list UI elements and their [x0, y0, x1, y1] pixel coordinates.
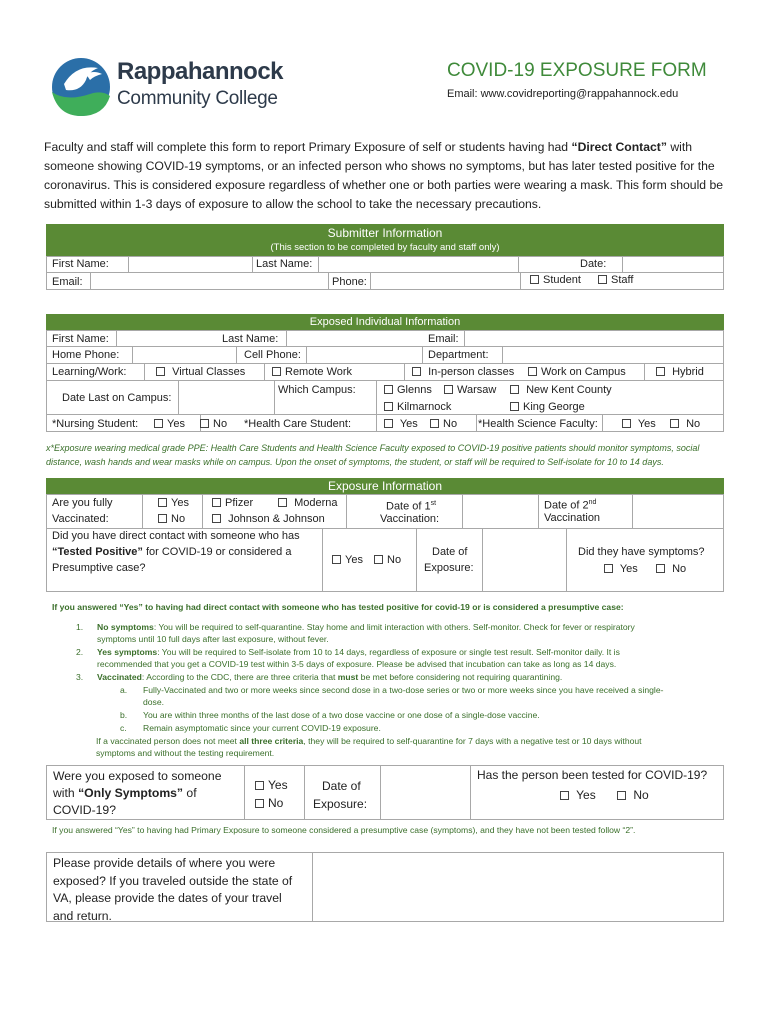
checkbox-icon [670, 419, 679, 428]
checkbox-icon [154, 419, 163, 428]
exposed-first-input[interactable] [118, 331, 218, 345]
which-campus-label: Which Campus: [278, 384, 356, 396]
first-dose-label-2: Vaccination: [380, 513, 440, 525]
health-science-no-checkbox[interactable]: No [670, 418, 700, 431]
health-care-student-label: *Health Care Student: [244, 418, 352, 430]
only-exposure-date-label-1: Date of [322, 779, 361, 793]
exposed-last-input[interactable] [288, 331, 424, 345]
exposure-table [46, 494, 724, 592]
learning-work-label: Learning/Work: [52, 366, 127, 378]
checkbox-icon [656, 564, 665, 573]
checkbox-icon [374, 555, 383, 564]
submitter-last-label: Last Name: [256, 258, 313, 270]
rule-2: 2. Yes symptoms: You will be required to Self-isolate from 10 to 14 days, regardless of exposure or single test result. Self-monitor daily. It is recommended that you get a COVID-19 test within 3-5 days of exposure. Please be advised that incubation can take as long as 14 days. [76, 647, 620, 670]
submitter-student-checkbox[interactable]: Student [530, 274, 581, 287]
checkbox-icon [530, 275, 539, 284]
symptoms-question: Did they have symptoms? [578, 546, 705, 558]
checkbox-icon [156, 367, 165, 376]
exposed-cell-label: Cell Phone: [244, 349, 301, 361]
exposed-first-label: First Name: [52, 333, 109, 345]
only-symptoms-line1: Were you exposed to someone [53, 769, 222, 783]
nursing-student-label: *Nursing Student: [52, 418, 139, 430]
fully-vaccinated-label-2: Vaccinated: [52, 513, 109, 525]
direct-contact-line3: Presumptive case? [52, 562, 146, 574]
health-science-faculty-label: *Health Science Faculty: [478, 418, 598, 430]
tested-question: Has the person been tested for COVID-19? [477, 768, 708, 782]
first-dose-label: Date of 1st [386, 500, 437, 513]
checkbox-icon [560, 791, 569, 800]
checkbox-icon [158, 514, 167, 523]
rule-1: 1. No symptoms: You will be required to self-quarantine. Stay home and limit interaction with others. Self-monitor. Check for fever or respiratory symptoms until 10 full days after last exposure, without fever. [76, 622, 635, 645]
campus-warsaw-checkbox[interactable]: Warsaw [444, 384, 496, 397]
rule-3: 3. Vaccinated: According to the CDC, there are three criteria that must be met before considering not requiring quarantining. [76, 672, 563, 682]
details-input[interactable] [314, 853, 722, 921]
exposed-home-input[interactable] [134, 347, 234, 362]
checkbox-icon [656, 367, 665, 376]
checkbox-icon [212, 514, 221, 523]
only-exposure-date-label-2: Exposure: [313, 797, 368, 811]
exposure-section-header: Exposure Information [46, 478, 724, 494]
vaccinated-yes-checkbox[interactable]: Yes [158, 497, 189, 510]
answered-yes-note: If you answered “Yes” to having had direct contact with someone who has tested positive for covid-19 or is considered a presumptive case: [52, 602, 624, 612]
campus-glenns-checkbox[interactable]: Glenns [384, 384, 432, 397]
direct-contact-line1: Did you have direct contact with someone who has [52, 530, 300, 542]
tested-yes-checkbox[interactable]: Yes [560, 789, 596, 802]
moderna-checkbox[interactable]: Moderna [278, 497, 337, 510]
college-name-line1: Rappahannock [117, 58, 284, 85]
date-last-campus-input[interactable] [180, 381, 272, 413]
second-dose-label-2: Vaccination [544, 512, 601, 524]
only-symptoms-yes-checkbox[interactable]: Yes [255, 779, 288, 792]
exposed-email-label: Email: [428, 333, 459, 345]
only-symptoms-line3: COVID-19? [53, 803, 116, 817]
campus-new-kent-checkbox[interactable]: New Kent County [510, 384, 612, 397]
ppe-note-line2: distance, wash hands and wear masks while on campus. Upon the onset of symptoms, the student, or staff will be required to Self-isolate for 10 to 14 days. [46, 457, 664, 467]
checkbox-icon [384, 402, 393, 411]
details-question: Please provide details of where you were exposed? If you traveled outside the state of VA, please provide the dates of your travel and return. [53, 856, 293, 923]
campus-kilmarnock-checkbox[interactable]: Kilmarnock [384, 401, 451, 414]
exposure-date-input[interactable] [484, 529, 564, 591]
contact-email: Email: www.covidreporting@rappahannock.edu [447, 88, 679, 100]
exposed-cell-input[interactable] [308, 347, 420, 362]
checkbox-icon [510, 402, 519, 411]
exposure-date-label-1: Date of [432, 546, 468, 558]
checkbox-icon [384, 419, 393, 428]
submitter-section-header: Submitter Information (This section to be completed by faculty and staff only) [46, 224, 724, 256]
checkbox-icon [158, 498, 167, 507]
exposed-dept-label: Department: [428, 349, 489, 361]
checkbox-icon [617, 791, 626, 800]
submitter-email-label: Email: [52, 276, 83, 288]
checkbox-icon [598, 275, 607, 284]
checkbox-icon [604, 564, 613, 573]
hybrid-checkbox[interactable]: Hybrid [656, 366, 704, 379]
direct-contact-no-checkbox[interactable]: No [374, 554, 401, 567]
virtual-classes-checkbox[interactable]: Virtual Classes [156, 366, 245, 379]
direct-contact-yes-checkbox[interactable]: Yes [332, 554, 363, 567]
criteria-b: b. You are within three months of the last dose of a two dose vaccine or one dose of a single-dose vaccine. [120, 710, 540, 720]
criteria-a: a. Fully-Vaccinated and two or more weeks since second dose in a two-dose series or two or more weeks since you have received a single- dose. [120, 685, 664, 708]
submitter-first-input[interactable] [130, 257, 250, 271]
work-on-campus-checkbox[interactable]: Work on Campus [528, 366, 626, 379]
health-care-no-checkbox[interactable]: No [430, 418, 457, 431]
checkbox-icon [255, 799, 264, 808]
only-symptoms-no-checkbox[interactable]: No [255, 797, 283, 810]
exposure-date-label-2: Exposure: [424, 562, 474, 574]
checkbox-icon [255, 781, 264, 790]
direct-contact-line2: “Tested Positive” for COVID-19 or considered a [52, 546, 292, 558]
checkbox-icon [332, 555, 341, 564]
checkbox-icon [200, 419, 209, 428]
college-logo-icon [50, 54, 112, 118]
fully-vaccinated-label-1: Are you fully [52, 497, 113, 509]
submitter-first-label: First Name: [52, 258, 109, 270]
submitter-staff-checkbox[interactable]: Staff [598, 274, 633, 287]
vaccinated-no-checkbox[interactable]: No [158, 513, 185, 526]
checkbox-icon [212, 498, 221, 507]
only-exposure-date-input[interactable] [382, 766, 468, 819]
exposed-email-input[interactable] [466, 331, 722, 345]
date-last-campus-label: Date Last on Campus: [62, 392, 172, 404]
nursing-no-checkbox[interactable]: No [200, 418, 227, 431]
ppe-note-line1: x*Exposure wearing medical grade PPE: Health Care Students and Health Science Faculty exposed to COVID-19 positive patients should monitor symptoms, social [46, 443, 700, 453]
tested-no-checkbox[interactable]: No [617, 789, 649, 802]
remote-work-checkbox[interactable]: Remote Work [272, 366, 352, 379]
pfizer-checkbox[interactable]: Pfizer [212, 497, 253, 510]
second-dose-date-input[interactable] [634, 495, 722, 527]
submitter-phone-input[interactable] [372, 273, 518, 289]
submitter-date-label: Date: [580, 258, 607, 270]
symptoms-yes-checkbox[interactable]: Yes [604, 563, 638, 576]
checkbox-icon [528, 367, 537, 376]
checkbox-icon [384, 385, 393, 394]
symptoms-no-checkbox[interactable]: No [656, 563, 686, 576]
first-dose-date-input[interactable] [464, 495, 536, 527]
checkbox-icon [430, 419, 439, 428]
vaccinated-criteria-note: If a vaccinated person does not meet all three criteria, they will be required to self-quarantine for 7 days with a negative test or 10 days without symptoms and without the testing requirement. [96, 736, 642, 759]
nursing-yes-checkbox[interactable]: Yes [154, 418, 185, 431]
submitter-email-input[interactable] [92, 273, 326, 289]
submitter-last-input[interactable] [320, 257, 516, 271]
checkbox-icon [622, 419, 631, 428]
checkbox-icon [510, 385, 519, 394]
exposed-dept-input[interactable] [504, 347, 722, 362]
only-symptoms-line2: with “Only Symptoms” of [53, 786, 197, 800]
submitter-phone-label: Phone: [332, 276, 367, 288]
exposed-section-header: Exposed Individual Information [46, 314, 724, 330]
campus-king-george-checkbox[interactable]: King George [510, 401, 585, 414]
in-person-classes-checkbox[interactable]: In-person classes [412, 366, 514, 379]
form-title: COVID-19 EXPOSURE FORM [447, 60, 707, 81]
college-name-line2: Community College [117, 88, 278, 109]
checkbox-icon [272, 367, 281, 376]
checkbox-icon [444, 385, 453, 394]
intro-paragraph: Faculty and staff will complete this form to report Primary Exposure of self or students having had “Direct Contact” with someone showing COVID-19 symptoms, or an infected person who shows no symptoms, but has later tested positive for the coronavirus. This is considered exposure regardless of whether one or both parties were wearing a mask. This form should be submitted within 1-3 days of exposure to allow the school to take the necessary precautions. [44, 140, 724, 211]
health-science-yes-checkbox[interactable]: Yes [622, 418, 656, 431]
health-care-yes-checkbox[interactable]: Yes [384, 418, 418, 431]
presumptive-note: If you answered “Yes” to having had Primary Exposure to someone considered a presumptive case (symptoms), and they have not been tested follow “2”. [52, 825, 636, 835]
jj-checkbox[interactable]: Johnson & Johnson [212, 513, 325, 526]
exposed-home-label: Home Phone: [52, 349, 120, 361]
exposed-last-label: Last Name: [222, 333, 279, 345]
criteria-c: c. Remain asymptomatic since your current COVID-19 exposure. [120, 723, 381, 733]
second-dose-label: Date of 2nd [544, 499, 597, 512]
submitter-date-input[interactable] [624, 257, 722, 271]
checkbox-icon [412, 367, 421, 376]
checkbox-icon [278, 498, 287, 507]
